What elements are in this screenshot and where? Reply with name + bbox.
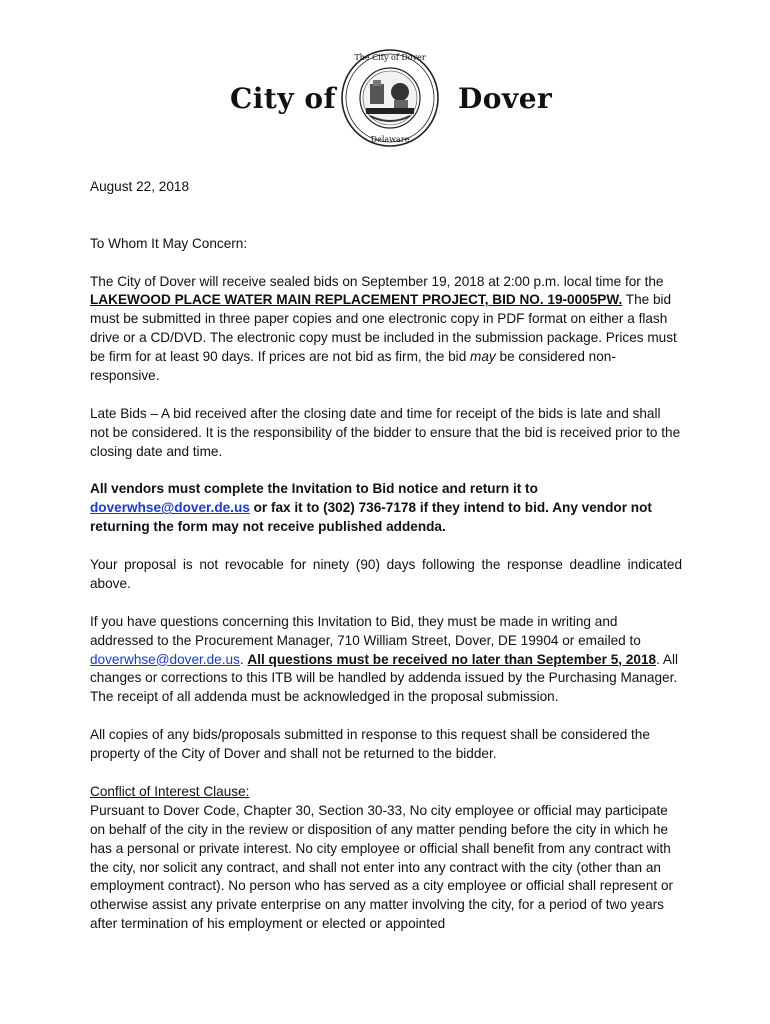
letter-body [90, 178, 682, 953]
salutation: To Whom It May Concern: [90, 235, 248, 251]
questions-deadline: All questions must be received no later than September 5, 2018 [247, 651, 657, 667]
letterhead-city-of: City of [230, 82, 337, 115]
paragraph-proposal: Your proposal is not revocable for ninety (90) days following the response deadline indicated above. [90, 557, 682, 591]
seal-top-text: The City of Dover [354, 53, 426, 62]
letterhead [0, 44, 770, 156]
paragraph-questions: If you have questions concerning this Invitation to Bid, they must be made in writing and addressed to the Procurement Manager, 710 William Street, Dover, DE 19904 or emailed to doverwhse@dover.de.us. All questions must be received no later than September 5, 2018. All changes or corrections to this ITB will be handled by addenda issued by the Purchasing Manager. The receipt of all addenda must be acknowledged in the proposal submission. [90, 613, 679, 705]
email-link[interactable]: doverwhse@dover.de.us [90, 500, 250, 516]
conflict-text: Pursuant to Dover Code, Chapter 30, Section 30-33, No city employee or official may participate on behalf of the city in the review or disposition of any matter pending before the city in which he has a personal or private interest. No city employee or official shall benefit from any contract with the city, nor solicit any contract, and shall not enter into any contract with the city (other than an employment contract). No person who has served as a city employee or official shall represent or otherwise assist any private enterprise on any matter involving the city, for a period of two years after termination of his employment or elected or appointed [90, 802, 674, 932]
seal-bottom-text: Delaware [370, 135, 410, 144]
conflict-heading: Conflict of Interest Clause: [90, 783, 250, 799]
city-seal-icon [340, 44, 440, 152]
project-title: LAKEWOOD PLACE WATER MAIN REPLACEMENT PROJECT, BID NO. 19-0005PW. [90, 292, 623, 308]
letterhead-dover: Dover [458, 82, 553, 115]
letter-date: August 22, 2018 [90, 179, 190, 194]
email-link[interactable]: doverwhse@dover.de.us [90, 651, 240, 667]
paragraph-bid-notice: The City of Dover will receive sealed bids on September 19, 2018 at 2:00 p.m. local time for the LAKEWOOD PLACE WATER MAIN REPLACEMENT PROJECT, BID NO. 19-0005PW. The bid must be submitted in three paper copies and one electronic copy in PDF format on either a flash drive or a CD/DVD. The electronic copy must be included in the submission package. Prices must be firm for at least 90 days. If prices are not bid as firm, the bid may be considered non-responsive. [90, 273, 677, 384]
paragraph-late-bids: Late Bids – A bid received after the closing date and time for receipt of the bids is late and shall not be considered. It is the responsibility of the bidder to ensure that the bid is received prior to the closing date and time. [90, 405, 681, 459]
paragraph-vendor-notice: All vendors must complete the Invitation to Bid notice and return it to doverwhse@dover.de.us or fax it to (302) 736-7178 if they intend to bid. Any vendor not returning the form may not receive published addenda. [90, 481, 652, 535]
paragraph-copies: All copies of any bids/proposals submitted in response to this request shall be considered the property of the City of Dover and shall not be returned to the bidder. [90, 727, 650, 762]
